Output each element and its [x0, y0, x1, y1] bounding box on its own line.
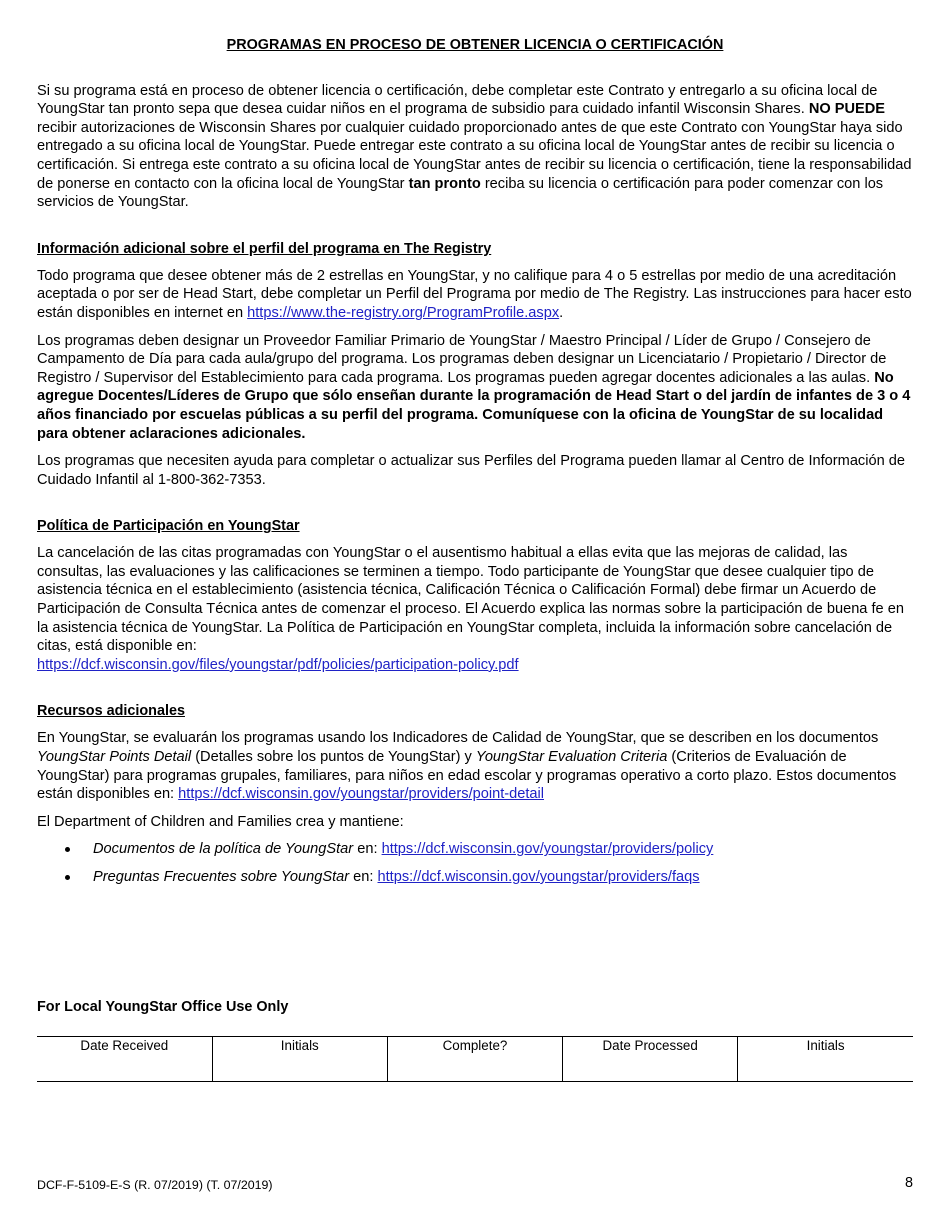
document-page [37, 36, 913, 896]
list-item [93, 840, 913, 859]
policy-section [37, 517, 913, 674]
policy-text: La cancelación de las citas programadas con YoungStar o el ausentismo habitual a ellas evita que las mejoras de calidad, las consultas, las evaluaciones y las calificaciones se terminen a tiempo. Todo participante de YoungStar que desee cualquier tipo de asistencia técnica en el establecimiento (asistencia técnica, Calificación Técnica o Calificación Formal) debe firmar un Acuerdo de Participación de Consulta Técnica antes de comenzar el proceso. El Acuerdo explica las normas sobre la participación de buena fe en la asistencia técnica de YoungStar. La Política de Participación en YoungStar completa, incluida la información sobre cancelación de citas, está disponible en: [37, 545, 904, 655]
registry-paragraph-3: Los programas que necesiten ayuda para completar o actualizar sus Perfiles del Programa pueden llamar al Centro de Información de Cuidado Infantil al 1-800-362-7353. [37, 453, 905, 488]
page-title: PROGRAMAS EN PROCESO DE OBTENER LICENCIA O CERTIFICACIÓN [226, 37, 724, 53]
participation-policy-link[interactable]: https://dcf.wisconsin.gov/files/youngstar/pdf/policies/participation-policy.pdf [37, 656, 519, 673]
date-processed-cell[interactable]: Date Processed [563, 1036, 738, 1081]
resources-list [37, 840, 913, 886]
registry-p1-text: Todo programa que desee obtener más de 2 estrellas en YoungStar, y no califique para 4 o 5 estrellas por medio de una acreditación aceptada o por ser de Head Start, debe completar un Perfil del Programa por medio de The Registry. Las instrucciones para hacer esto están disponibles en internet en [37, 267, 912, 321]
registry-p2-bold: No agregue Docentes/Líderes de Grupo que sólo enseñan durante la programación de Head Start o del jardín de infantes de 3 o 4 años financiado por escuelas públicas a su perfil del programa. Comuníquese con la oficina de YoungStar de su localidad para obtener aclaraciones adicionales. [37, 369, 911, 442]
registry-paragraph-1 [37, 267, 913, 323]
office-use-section [37, 998, 913, 1082]
registry-p2-text: Los programas deben designar un Proveedor Familiar Primario de YoungStar / Maestro Principal / Líder de Grupo / Consejero de Campamento de Día para cada aula/grupo del programa. Los programas deben designar un Licenciatario / Propietario / Director de Registro / Supervisor del Establecimiento para cada programa. Los programas pueden agregar docentes adicionales a las aulas. [37, 332, 887, 386]
point-detail-link[interactable]: https://dcf.wisconsin.gov/youngstar/providers/point-detail [178, 786, 545, 803]
policy-paragraph [37, 544, 913, 674]
registry-paragraph-2 [37, 332, 913, 444]
initials-cell[interactable]: Initials [738, 1036, 913, 1081]
resources-italic-2: YoungStar Evaluation Criteria [475, 749, 668, 766]
resources-italic-1: YoungStar Points Detail [37, 749, 192, 766]
faqs-link[interactable]: https://dcf.wisconsin.gov/youngstar/providers/faqs [377, 869, 700, 885]
resources-heading: Recursos adicionales [37, 703, 185, 720]
resources-paragraph [37, 729, 913, 803]
page-number: 8 [904, 1175, 913, 1191]
policy-heading: Política de Participación en YoungStar [37, 518, 300, 535]
registry-heading: Información adicional sobre el perfil del programa en The Registry [37, 240, 492, 257]
bullet-text: en: [349, 869, 378, 885]
form-id: DCF-F-5109-E-S (R. 07/2019) (T. 07/2019) [37, 1178, 273, 1192]
policy-docs-link[interactable]: https://dcf.wisconsin.gov/youngstar/providers/policy [381, 841, 714, 858]
intro-text-2: recibir autorizaciones de Wisconsin Shares por cualquier cuidado proporcionado antes de que este Contrato con YoungStar haya sido entregado a su oficina local de YoungStar. Puede entregar este contrato a su oficina local de YoungStar antes de recibir su licencia o certificación. Si entrega este contrato a su oficina local de YoungStar antes de recibir su licencia o certificación, tiene la responsabilidad de ponerse en contacto con la oficina local de YoungStar [37, 119, 912, 192]
registry-link[interactable]: https://www.the-registry.org/ProgramProfile.aspx [247, 304, 560, 321]
date-received-cell[interactable]: Date Received [80, 1037, 169, 1053]
complete-cell[interactable]: Complete? [387, 1036, 562, 1081]
registry-p1-end: . [559, 304, 564, 321]
intro-text-1: Si su programa está en proceso de obtener licencia o certificación, debe completar este Contrato y entregarlo a su oficina local de YoungStar tan pronto sepa que desea cuidar niños en el programa de subsidio para cuidado infantil Wisconsin Shares. [37, 82, 878, 118]
intro-bold-1: NO PUEDE [808, 101, 886, 118]
table-row [37, 1036, 913, 1081]
intro-paragraph [37, 82, 913, 212]
intro-bold-2: tan pronto [408, 175, 481, 192]
resources-text-3: (Criterios de Evaluación de YoungStar) para programas grupales, familiares, para niños en edad escolar y programas operativo a corto plazo. Estos documentos están disponibles en: [37, 749, 897, 803]
registry-section [37, 240, 913, 490]
bullet-italic: Documentos de la política de YoungStar [93, 841, 354, 858]
office-use-table [37, 1036, 913, 1082]
intro-text-3: reciba su licencia o certificación para poder comenzar con los servicios de YoungStar. [37, 175, 884, 211]
maintains-paragraph: El Department of Children and Families crea y mantiene: [37, 813, 404, 830]
list-item [93, 868, 913, 887]
bullet-italic: Preguntas Frecuentes sobre YoungStar [93, 869, 350, 885]
resources-text-1: En YoungStar, se evaluarán los programas usando los Indicadores de Calidad de YoungStar, que se describen en los documentos [37, 730, 879, 747]
office-use-heading: For Local YoungStar Office Use Only [37, 999, 289, 1015]
resources-text-2: (Detalles sobre los puntos de YoungStar) y [191, 749, 476, 766]
initials-cell[interactable]: Initials [212, 1036, 387, 1081]
resources-section [37, 702, 913, 886]
bullet-text: en: [353, 841, 382, 858]
